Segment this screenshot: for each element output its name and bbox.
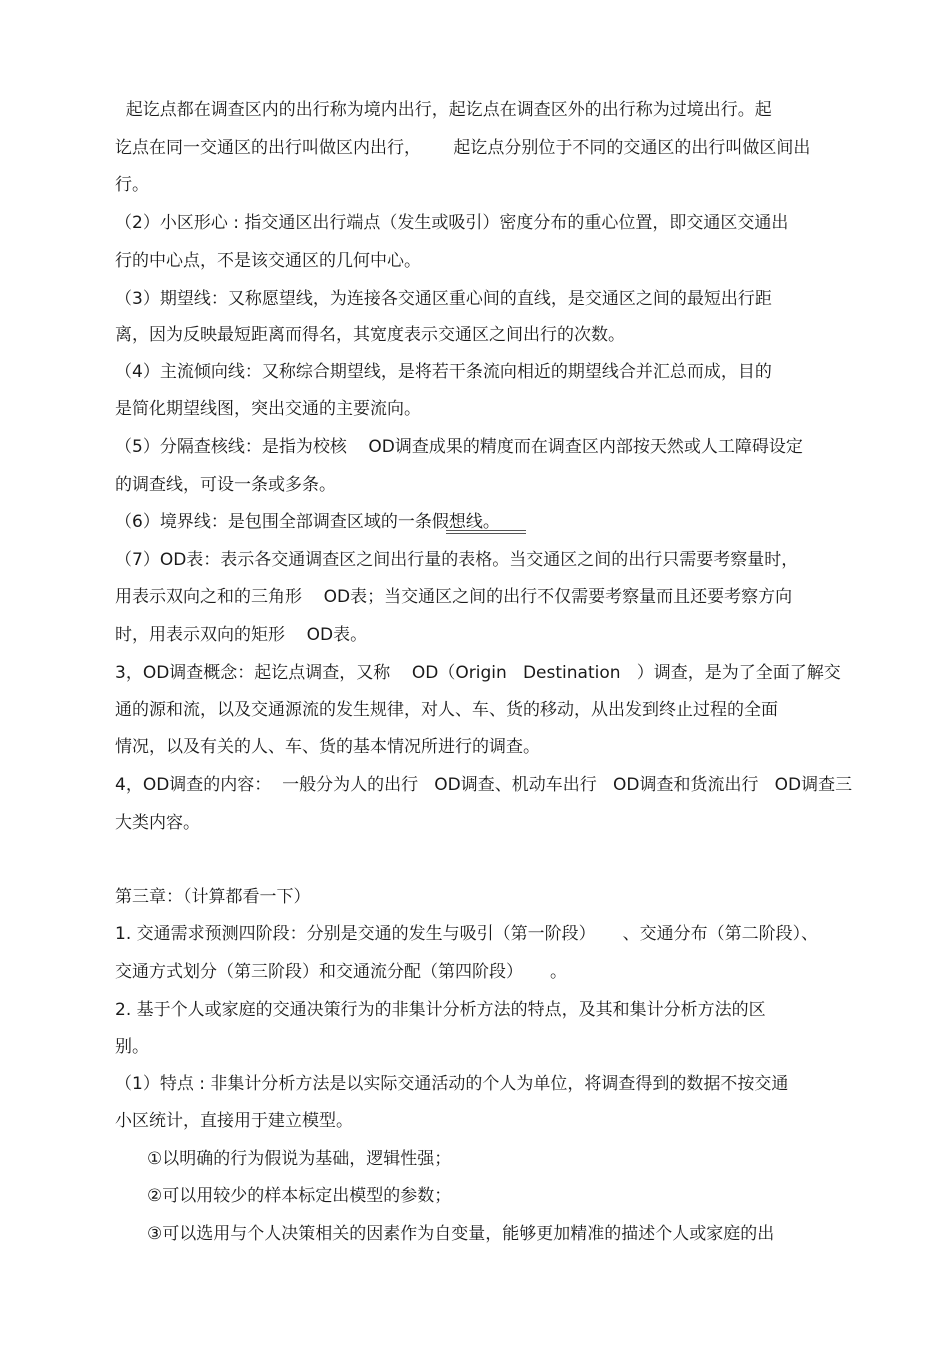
text-line: 离，因为反映最短距离而得名，其宽度表示交通区之间出行的次数。 <box>115 325 625 345</box>
text-line: 时，用表示双向的矩形 OD表。 <box>115 625 368 645</box>
text-line: （7）OD表：表示各交通调查区之间出行量的表格。当交通区之间的出行只需要考察量时， <box>115 550 799 570</box>
text-line: （1）特点 : 非集计分析方法是以实际交通活动的个人为单位，将调查得到的数据不按交通 <box>115 1074 789 1094</box>
text-line: 大类内容。 <box>115 813 200 833</box>
text-line: 3，OD调查概念：起讫点调查，又称 OD（Origin Destination ）调查，是为了全面了解交 <box>115 663 841 683</box>
text-line: （2）小区形心 : 指交通区出行端点（发生或吸引）密度分布的重心位置，即交通区交通出 <box>115 213 789 233</box>
text-line: 小区统计，直接用于建立模型。 <box>115 1111 353 1131</box>
text-line: 行的中心点，不是该交通区的几何中心。 <box>115 251 421 271</box>
double-underline-mark <box>446 530 526 531</box>
text-line: 1. 交通需求预测四阶段：分别是交通的发生与吸引（第一阶段） 、交通分布（第二阶段）、 <box>115 924 819 944</box>
list-item: ③可以选用与个人决策相关的因素作为自变量，能够更加精准的描述个人或家庭的出 <box>147 1224 775 1244</box>
text-line: （4）主流倾向线：又称综合期望线，是将若干条流向相近的期望线合并汇总而成，目的 <box>115 362 772 382</box>
text-line: 行。 <box>115 175 149 195</box>
text-line: 2. 基于个人或家庭的交通决策行为的非集计分析方法的特点，及其和集计分析方法的区 <box>115 1000 766 1020</box>
text-line: 别。 <box>115 1037 149 1057</box>
double-underline-mark <box>446 533 526 534</box>
text-line: 用表示双向之和的三角形 OD表；当交通区之间的出行不仅需要考察量而且还要考察方向 <box>115 587 793 607</box>
section-heading: 第三章：（计算都看一下） <box>115 887 311 907</box>
text-line: 情况，以及有关的人、车、货的基本情况所进行的调查。 <box>115 737 540 757</box>
text-line: 是简化期望线图，突出交通的主要流向。 <box>115 399 421 419</box>
text-line: 起讫点都在调查区内的出行称为境内出行，起讫点在调查区外的出行称为过境出行。起 <box>115 100 772 120</box>
text-line: 4，OD调查的内容： 一般分为人的出行 OD调查、机动车出行 OD调查和货流出行 OD调查三 <box>115 775 853 795</box>
list-item: ②可以用较少的样本标定出模型的参数； <box>147 1186 452 1206</box>
text-line: （3）期望线：又称愿望线，为连接各交通区重心间的直线，是交通区之间的最短出行距 <box>115 289 772 309</box>
text-line: （6）境界线：是包围全部调查区域的一条假想线。 <box>115 512 500 532</box>
list-item: ①以明确的行为假说为基础，逻辑性强； <box>147 1149 452 1169</box>
text-line: 通的源和流，以及交通源流的发生规律，对人、车、货的移动，从出发到终止过程的全面 <box>115 700 778 720</box>
text-line: 讫点在同一交通区的出行叫做区内出行， 起讫点分别位于不同的交通区的出行叫做区间出 <box>115 138 811 158</box>
text-line: 交通方式划分（第三阶段）和交通流分配（第四阶段） 。 <box>115 962 568 982</box>
text-line: （5）分隔查核线：是指为校核 OD调查成果的精度而在调查区内部按天然或人工障碍设定 <box>115 437 803 457</box>
text-line: 的调查线，可设一条或多条。 <box>115 475 336 495</box>
